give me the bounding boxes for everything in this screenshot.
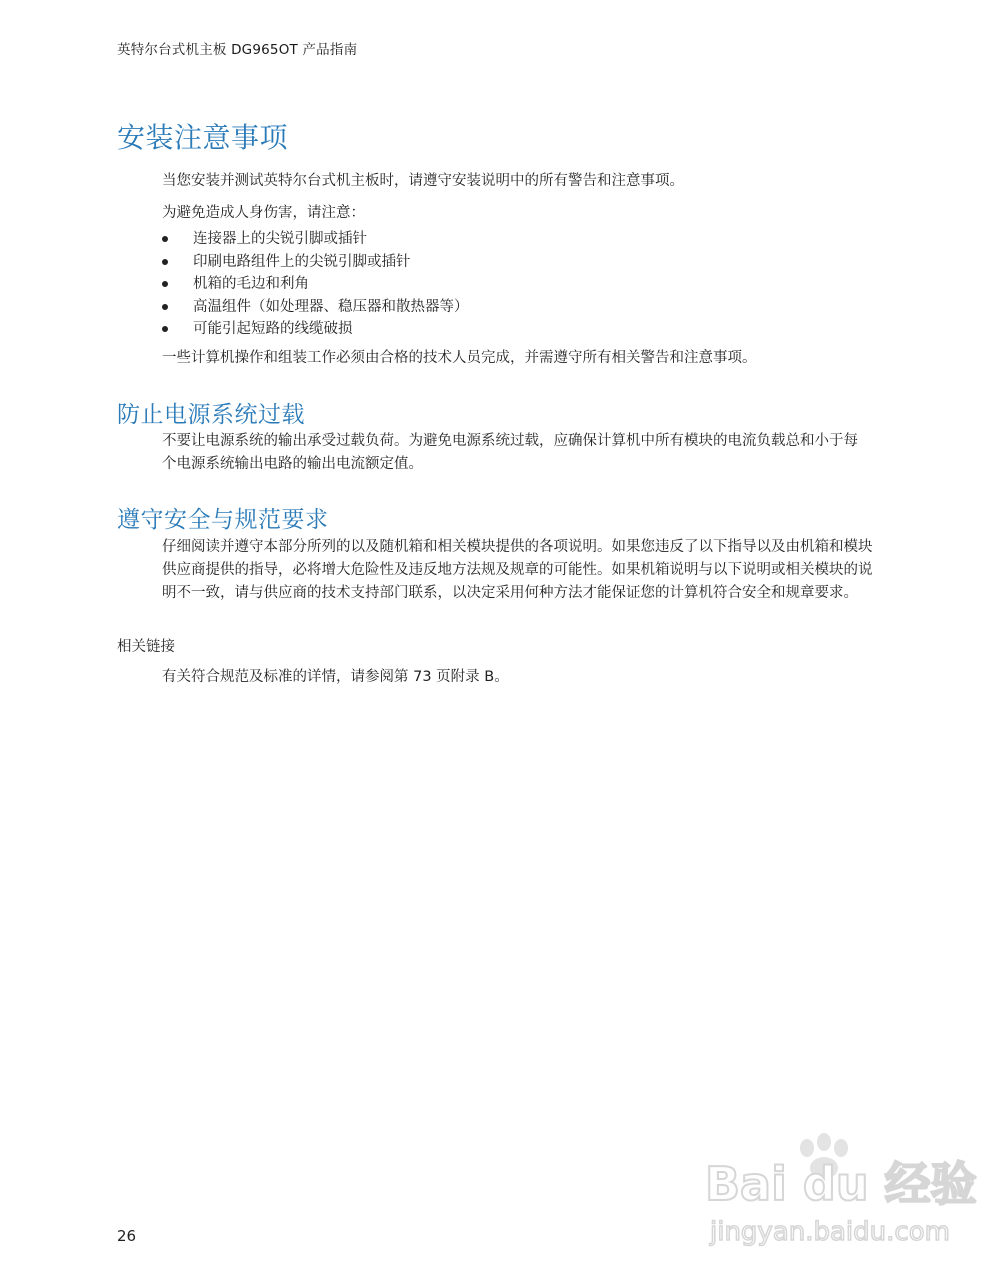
list-item: 可能引起短路的线缆破损 (162, 318, 469, 341)
section-title-installation: 安装注意事项 (117, 121, 289, 154)
running-header: 英特尔台式机主板 DG965OT 产品指南 (117, 42, 358, 58)
related-links-heading: 相关链接 (117, 639, 175, 655)
list-item: 连接器上的尖锐引脚或插针 (162, 228, 469, 251)
safety-body: 仔细阅读并遵守本部分所列的以及随机箱和相关模块提供的各项说明。如果您违反了以下指导以及由机箱和模块供应商提供的指导，必将增大危险性及违反地方法规及规章的可能性。如果机箱说明与以下说明或相关模块的说明不一致，请与供应商的技术支持部门联系，以决定采用何种方法才能保证您的计算机符合安全和规章要求。 (162, 539, 873, 601)
bullet-icon (162, 236, 168, 242)
list-item: 高温组件（如处理器、稳压器和散热器等） (162, 296, 469, 319)
watermark-logo-text: Bai du 经验 (705, 1157, 977, 1211)
list-item: 印刷电路组件上的尖锐引脚或插针 (162, 251, 469, 274)
related-links-body: 有关符合规范及标准的详情，请参阅第 73 页附录 B。 (162, 669, 509, 685)
baidu-jingyan-watermark (700, 1130, 977, 1250)
bullet-icon (162, 326, 168, 332)
watermark-url: jingyan.baidu.com (710, 1217, 950, 1247)
page-number: 26 (117, 1227, 137, 1245)
list-item: 机箱的毛边和利角 (162, 273, 469, 296)
hazard-list (162, 228, 469, 341)
power-overload-body: 不要让电源系统的输出承受过载负荷。为避免电源系统过载，应确保计算机中所有模块的电流负载总和小于每个电源系统输出电路的输出电流额定值。 (162, 433, 858, 472)
section-title-safety: 遵守安全与规范要求 (117, 507, 329, 533)
installation-intro: 当您安装并测试英特尔台式机主板时，请遵守安装说明中的所有警告和注意事项。 (162, 173, 684, 189)
installation-closing: 一些计算机操作和组装工作必须由合格的技术人员完成，并需遵守所有相关警告和注意事项。 (162, 350, 757, 366)
bullet-icon (162, 259, 168, 265)
section-title-power-overload: 防止电源系统过载 (117, 402, 305, 428)
bullet-icon (162, 281, 168, 287)
injury-lead: 为避免造成人身伤害，请注意： (162, 205, 365, 221)
bullet-icon (162, 304, 168, 310)
